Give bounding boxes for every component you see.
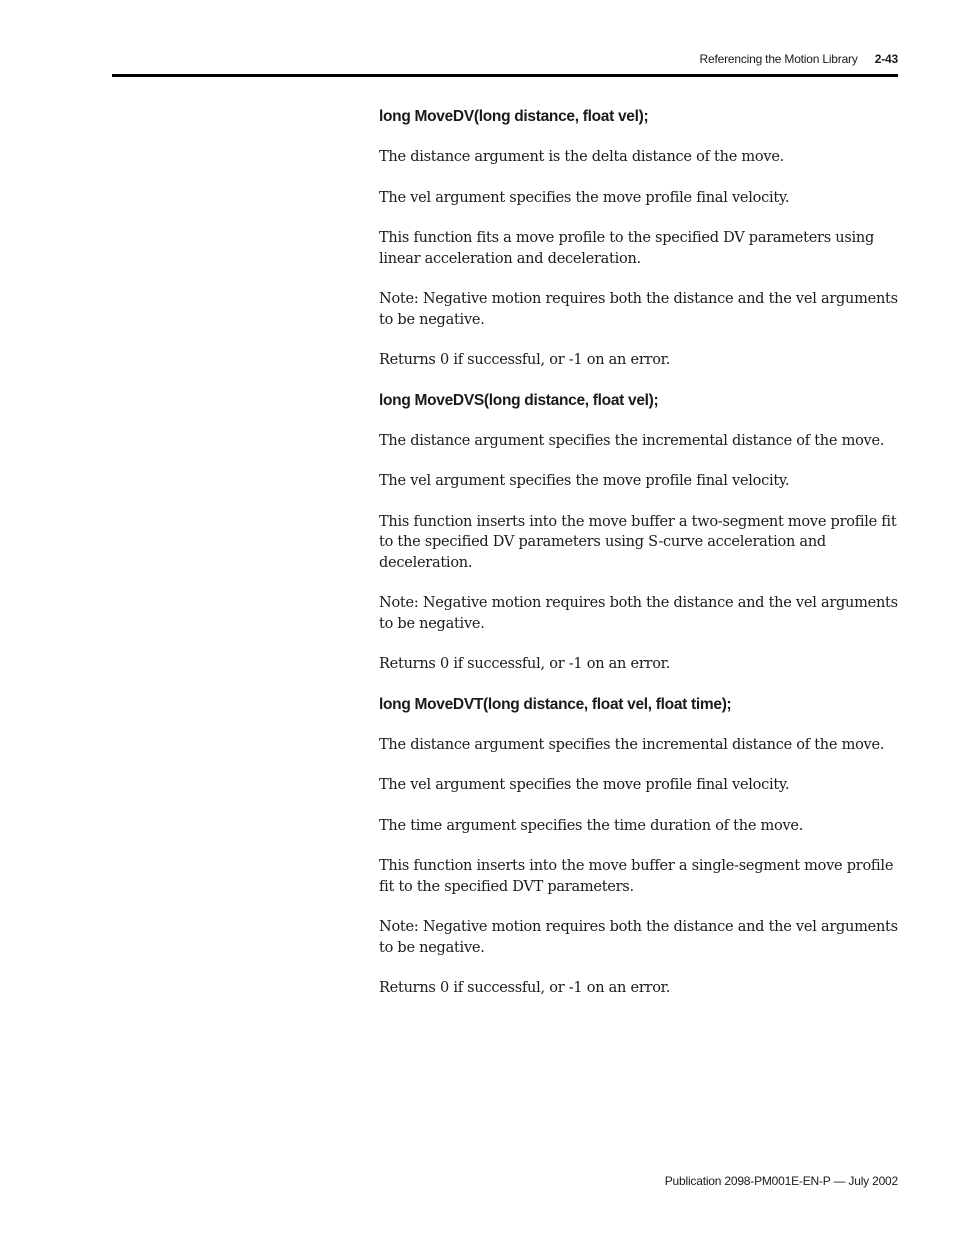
paragraph: Note: Negative motion requires both the distance and the vel arguments to be negative. bbox=[379, 919, 898, 956]
header-rule bbox=[112, 74, 898, 77]
paragraph: The vel argument specifies the move profile final velocity. bbox=[379, 777, 790, 793]
function-heading: long MoveDVS(long distance, float vel); bbox=[379, 391, 659, 409]
paragraph: The distance argument is the delta distance of the move. bbox=[379, 149, 785, 165]
function-section-movedvs bbox=[379, 391, 904, 675]
paragraph: Returns 0 if successful, or -1 on an error. bbox=[379, 656, 671, 672]
paragraph: Returns 0 if successful, or -1 on an error. bbox=[379, 980, 671, 996]
paragraph: Note: Negative motion requires both the distance and the vel arguments to be negative. bbox=[379, 595, 898, 632]
paragraph: This function inserts into the move buffer a single-segment move profile fit to the specified DVT parameters. bbox=[379, 858, 894, 895]
function-heading: long MoveDVT(long distance, float vel, float time); bbox=[379, 695, 732, 713]
function-heading: long MoveDV(long distance, float vel); bbox=[379, 108, 649, 125]
paragraph: Note: Negative motion requires both the distance and the vel arguments to be negative. bbox=[379, 291, 898, 328]
paragraph: Returns 0 if successful, or -1 on an error. bbox=[379, 352, 671, 368]
publication-info: Publication 2098-PM001E-EN-P — July 2002 bbox=[664, 1174, 898, 1188]
paragraph: The vel argument specifies the move profile final velocity. bbox=[379, 473, 790, 489]
paragraph: The time argument specifies the time duration of the move. bbox=[379, 817, 804, 834]
function-section-movedv bbox=[379, 107, 904, 371]
page-footer bbox=[0, 1174, 898, 1188]
page-number: 2-43 bbox=[874, 52, 898, 66]
paragraph: The vel argument specifies the move profile final velocity. bbox=[379, 189, 790, 206]
paragraph: This function inserts into the move buffer a two-segment move profile fit to the specified DV parameters using S-curve acceleration and deceleration. bbox=[379, 513, 897, 571]
page-content bbox=[379, 107, 904, 1019]
header-section-name: Referencing the Motion Library bbox=[699, 52, 858, 66]
paragraph: The distance argument specifies the incremental distance of the move. bbox=[379, 432, 885, 449]
function-section-movedvt bbox=[379, 695, 904, 999]
paragraph: The distance argument specifies the incremental distance of the move. bbox=[379, 736, 885, 753]
page-header bbox=[0, 52, 898, 66]
paragraph: This function fits a move profile to the specified DV parameters using linear acceleration and deceleration. bbox=[379, 230, 875, 267]
